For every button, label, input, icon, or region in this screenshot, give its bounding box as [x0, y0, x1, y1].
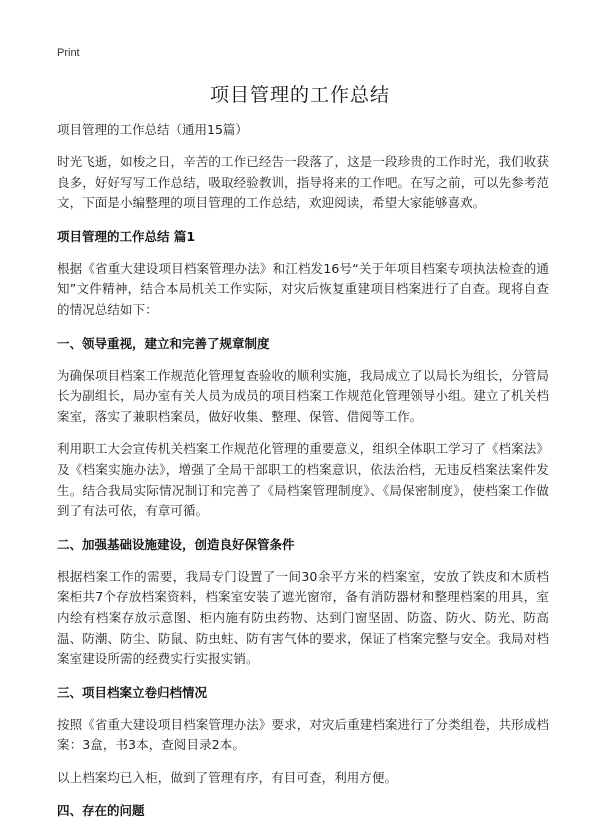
section-heading-2: 二、加强基础设施建设，创造良好保管条件 [57, 536, 295, 552]
page-title: 项目管理的工作总结 [209, 84, 390, 106]
section-heading-3: 三、项目档案立卷归档情况 [57, 684, 208, 700]
intro-paragraph: 时光飞逝，如梭之日，辛苦的工作已经告一段落了，这是一段珍贵的工作时光，我们收获良多，好好写写工作总结，吸取经验教训，指导将来的工作吧。在写之前，可以先参考范文，下面是小编整理的项目管理的工作总结，欢迎阅读，希望大家能够喜欢。 [57, 154, 549, 211]
article-intro-paragraph: 根据《省重大建设项目档案管理办法》和江档发16号“关于年项目档案专项执法检查的通知”文件精神，结合本局机关工作实际，对灾后恢复重建项目档案进行了自查。现将自查的情况总结如下： [57, 260, 549, 317]
section-3-paragraph-1: 按照《省重大建设项目档案管理办法》要求，对灾后重建档案进行了分类组卷，共形成档案：3盒，书3本，查阅目录2本。 [57, 716, 549, 753]
section-2-paragraph-1: 根据档案工作的需要，我局专门设置了一间30余平方米的档案室，安放了铁皮和木质档案柜共7个存放档案资料，档案室安装了遮光窗帘，备有消防器材和整理档案的用具，室内绘有档案存放示意图、柜内施有防虫药物、达到门窗坚固、防盗、防火、防光、防高温、防潮、防尘、防鼠、防虫蛀、防有害气体的要求，保证了档案完整与安全。我局对档案室建设所需的经费实行实报实销。 [57, 568, 549, 667]
section-heading-4: 四、存在的问题 [57, 803, 145, 819]
print-link[interactable]: Print [57, 47, 80, 59]
article-heading: 项目管理的工作总结 篇1 [57, 228, 196, 244]
section-1-paragraph-2: 利用职工大会宣传机关档案工作规范化管理的重要意义，组织全体职工学习了《档案法》及《档案实施办法》，增强了全局干部职工的档案意识，依法治档，无违反档案法案件发生。结合我局实际情况制订和完善了《局档案管理制度》、《局保密制度》，使档案工作做到了有法可依，有章可循。 [57, 441, 549, 519]
section-3-paragraph-2: 以上档案均已入柜，做到了管理有序，有目可查，利用方便。 [57, 769, 398, 785]
document-subtitle: 项目管理的工作总结（通用15篇） [57, 122, 248, 137]
section-heading-1: 一、领导重视，建立和完善了规章制度 [57, 335, 270, 351]
section-1-paragraph-1: 为确保项目档案工作规范化管理复查验收的顺利实施，我局成立了以局长为组长，分管局长为副组长，局办室有关人员为成员的项目档案工作规范化管理领导小组。建立了机关档案室，落实了兼职档案员，做好收集、整理、保管、借阅等工作。 [57, 367, 549, 424]
document-body [57, 120, 549, 833]
